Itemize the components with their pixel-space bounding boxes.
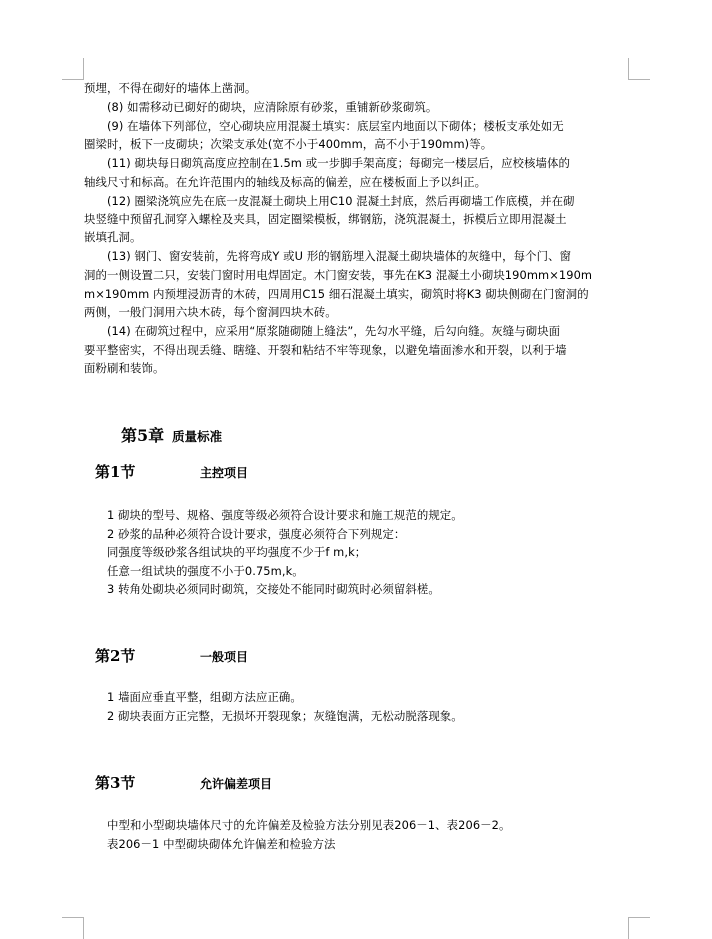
crop-mark-bottom-right-h [628, 917, 650, 918]
section-1-line: 2 砂浆的品种必须符合设计要求，强度必须符合下列规定： [107, 527, 406, 541]
section-1-title: 主控项目 [200, 466, 249, 480]
section-2-number: 第2节 [95, 647, 136, 665]
paragraph-line: (13) 钢门、窗安装前，先将弯成Y 或U 形的钢筋埋入混凝土砌块墙体的灰缝中，每个门、窗 [107, 249, 572, 263]
paragraph-line: 块竖缝中预留孔洞穿入螺栓及夹具，固定圈梁模板，绑钢筋，浇筑混凝土，拆模后立即用混凝土 [84, 212, 567, 226]
section-1-line: 任意一组试块的强度不小于0.75m,k。 [107, 564, 304, 578]
crop-mark-top-right-h [628, 79, 650, 80]
paragraph-line: m×190mm 内预埋浸沥青的木砖，四周用C15 细石混凝土填实，砌筑时将K3 砌块侧砌在门窗洞的 [84, 287, 589, 301]
section-1-number: 第1节 [95, 463, 136, 481]
chapter-number: 第5章 [121, 426, 165, 445]
crop-mark-bottom-left-h [62, 917, 84, 918]
section-2-line: 1 墙面应垂直平整，组砌方法应正确。 [107, 690, 302, 704]
section-3-line: 中型和小型砌块墙体尺寸的允许偏差及检验方法分别见表206－1、表206－2。 [107, 818, 511, 832]
paragraph-line: 洞的一侧设置二只，安装门窗时用电焊固定。木门窗安装，事先在K3 混凝土小砌块190mm×190m [84, 268, 593, 282]
paragraph-line: 两侧，一般门洞用六块木砖，每个窗洞四块木砖。 [84, 305, 337, 319]
section-3-line: 表206－1 中型砌块砌体允许偏差和检验方法 [107, 837, 336, 851]
section-2-title: 一般项目 [200, 650, 249, 664]
paragraph-line: (12) 圈梁浇筑应先在底一皮混凝土砌块上用C10 混凝土封底，然后再砌墙工作底模，并在砌 [107, 194, 575, 208]
paragraph-line: 圈梁时，板下一皮砌块；次梁支承处(宽不小于400mm，高不小于190mm)等。 [84, 137, 493, 151]
paragraph-line: (9) 在墙体下列部位，空心砌块应用混凝土填实：底层室内地面以下砌体；楼板支承处如无 [107, 119, 564, 133]
section-1-line: 同强度等级砂浆各组试块的平均强度不少于f m,k； [107, 545, 367, 559]
paragraph-line: (11) 砌块每日砌筑高度应控制在1.5m 或一步脚手架高度；每砌完一楼层后，应校核墙体的 [107, 156, 571, 170]
paragraph-line: 轴线尺寸和标高。在允许范围内的轴线及标高的偏差，应在楼板面上予以纠正。 [84, 175, 487, 189]
paragraph-line: 面粉刷和装饰。 [84, 361, 165, 375]
crop-mark-top-right-v [628, 58, 629, 80]
chapter-title: 质量标准 [172, 429, 223, 444]
paragraph-line: (14) 在砌筑过程中，应采用“原浆随砌随上缝法”，先勾水平缝，后勾向缝。灰缝与砌块面 [107, 324, 561, 338]
paragraph-line: 预埋，不得在砌好的墙体上凿洞。 [84, 81, 257, 95]
paragraph-line: (8) 如需移动已砌好的砌块，应清除原有砂浆，重铺新砂浆砌筑。 [107, 100, 438, 114]
section-2-line: 2 砌块表面方正完整，无损坏开裂现象；灰缝饱满，无松动脱落现象。 [107, 709, 463, 723]
chapter-heading [121, 423, 222, 446]
section-3-title: 允许偏差项目 [200, 777, 273, 791]
section-1-line: 1 砌块的型号、规格、强度等级必须符合设计要求和施工规范的规定。 [107, 508, 463, 522]
crop-mark-top-left-v [83, 58, 84, 80]
section-1-line: 3 转角处砌块必须同时砌筑，交接处不能同时砌筑时必须留斜槎。 [107, 582, 440, 596]
paragraph-line: 要平整密实，不得出现丢缝、瞎缝、开裂和粘结不牢等现象，以避免墙面渗水和开裂，以利于墙 [84, 343, 567, 357]
section-3-number: 第3节 [95, 774, 136, 792]
paragraph-line: 嵌填孔洞。 [84, 230, 142, 244]
crop-mark-top-left-h [62, 79, 84, 80]
